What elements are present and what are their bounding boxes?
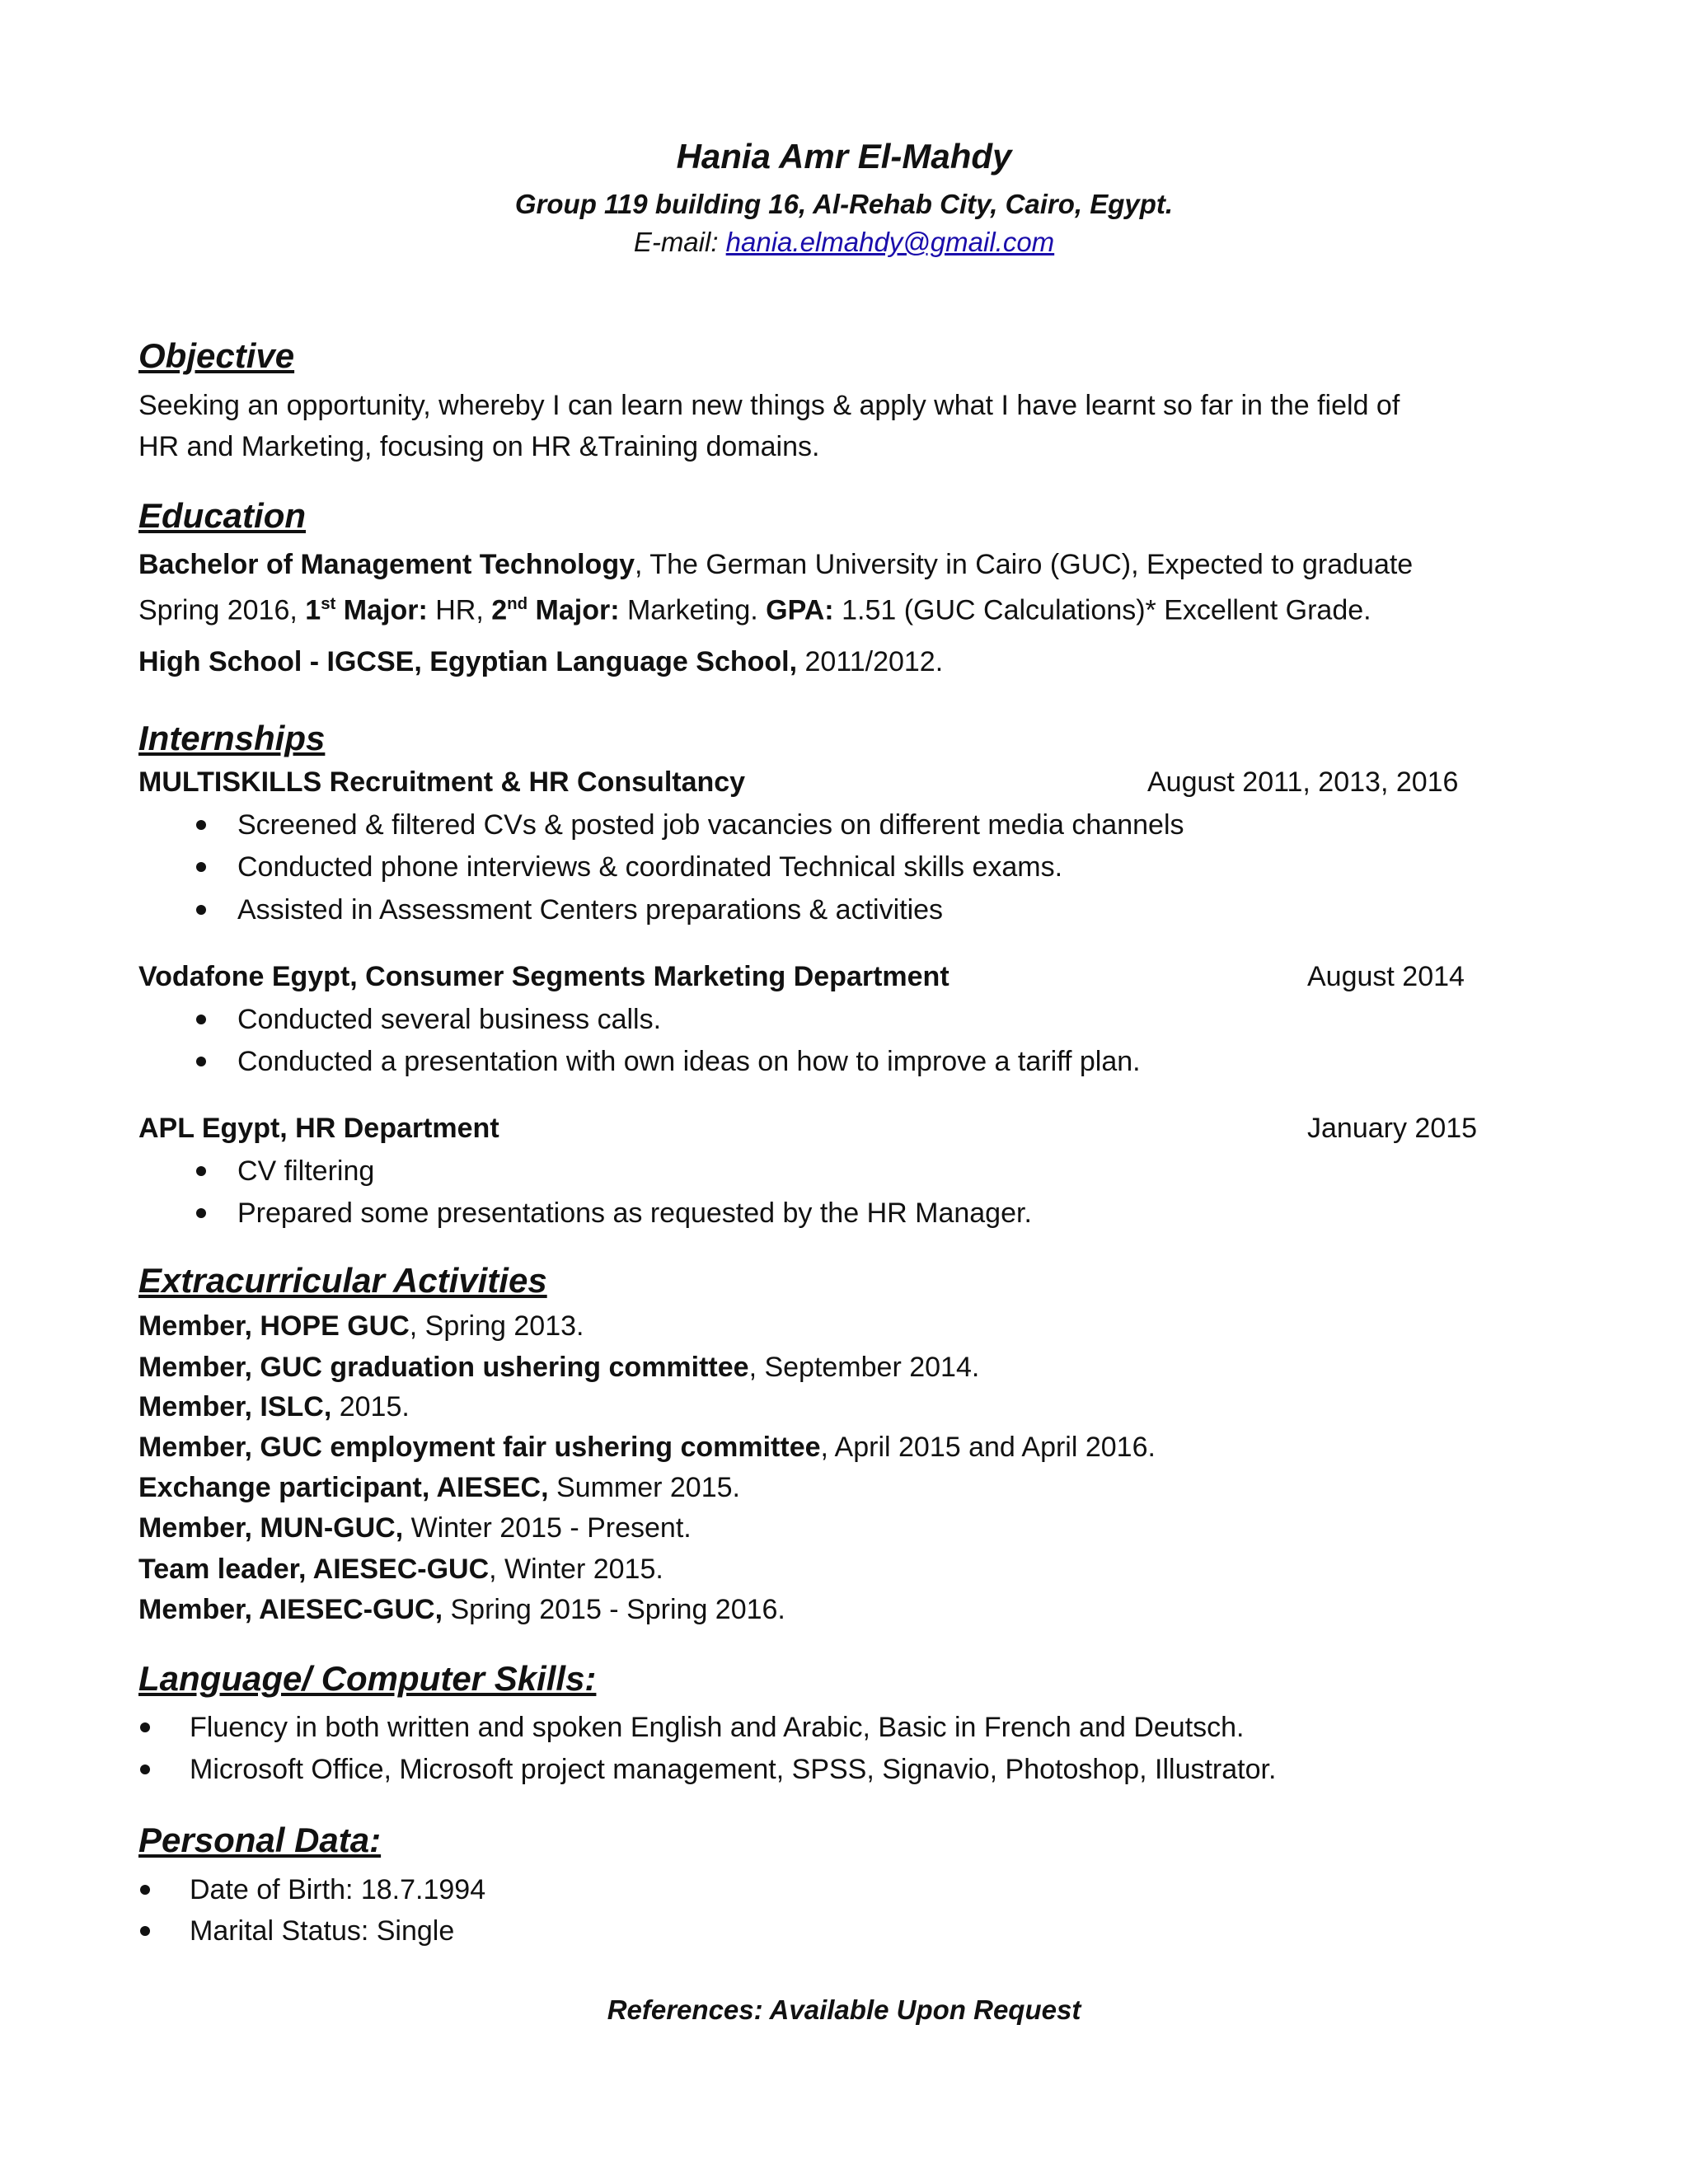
address: Group 119 building 16, Al-Rehab City, Cairo, Egypt. xyxy=(514,189,1174,219)
activity-item xyxy=(138,1511,692,1544)
internship-title: Vodafone Egypt, Consumer Segments Marketing Department xyxy=(138,961,950,992)
bullet-icon xyxy=(140,1722,150,1732)
degree-line xyxy=(138,548,1413,581)
gpa-label: GPA: xyxy=(766,594,834,626)
activity-detail: , Spring 2013. xyxy=(409,1310,584,1342)
bullet-icon xyxy=(140,1885,150,1895)
email-link[interactable]: hania.elmahdy@gmail.com xyxy=(725,227,1055,257)
education-heading: Education xyxy=(138,496,307,535)
email-label: E-mail: xyxy=(633,227,726,257)
activity-role: Team leader, AIESEC-GUC xyxy=(138,1554,490,1585)
degree-detail: , The German University in Cairo (GUC), Expected to graduate xyxy=(635,549,1414,580)
bullet-icon xyxy=(140,1926,150,1936)
bullet-icon xyxy=(196,820,206,830)
activity-detail: Summer 2015. xyxy=(548,1472,740,1503)
major1-num: 1 xyxy=(305,594,321,626)
objective-heading: Objective xyxy=(138,336,295,375)
bullet-text: Date of Birth: 18.7.1994 xyxy=(190,1874,486,1905)
activity-item xyxy=(138,1390,410,1423)
activity-role: Member, HOPE GUC xyxy=(138,1310,410,1342)
bullet-text: CV filtering xyxy=(237,1155,375,1187)
highschool-title: High School - IGCSE, Egyptian Language School, xyxy=(138,646,798,677)
activity-item xyxy=(138,1593,785,1626)
internship-date: January 2015 xyxy=(1307,1113,1478,1144)
bullet-text: Prepared some presentations as requested by the HR Manager. xyxy=(237,1197,1032,1229)
internships-heading: Internships xyxy=(138,719,326,757)
internship-date: August 2011, 2013, 2016 xyxy=(1147,766,1459,798)
major2-sup: nd xyxy=(507,595,528,613)
activity-role: Member, MUN-GUC, xyxy=(138,1512,404,1544)
bullet-text: Fluency in both written and spoken English and Arabic, Basic in French and Deutsch. xyxy=(190,1712,1245,1743)
bullet-icon xyxy=(140,1765,150,1774)
bullet-icon xyxy=(196,1015,206,1024)
gpa-value: 1.51 (GUC Calculations)* Excellent Grade. xyxy=(833,594,1372,626)
activity-role: Member, GUC graduation ushering committee xyxy=(138,1352,749,1383)
activity-role: Member, ISLC, xyxy=(138,1391,332,1422)
bullet-icon xyxy=(196,1166,206,1176)
bullet-text: Conducted a presentation with own ideas on how to improve a tariff plan. xyxy=(237,1046,1141,1077)
bullet-text: Screened & filtered CVs & posted job vacancies on different media channels xyxy=(237,809,1184,841)
activity-detail: Spring 2015 - Spring 2016. xyxy=(443,1594,785,1625)
skills-heading: Language/ Computer Skills: xyxy=(138,1659,597,1698)
activity-role: Exchange participant, AIESEC, xyxy=(138,1472,549,1503)
bullet-text: Conducted phone interviews & coordinated Technical skills exams. xyxy=(237,851,1063,883)
internship-date: August 2014 xyxy=(1307,961,1465,992)
bullet-icon xyxy=(196,1057,206,1066)
degree-title: Bachelor of Management Technology xyxy=(138,549,635,580)
major1-value: HR, xyxy=(427,594,492,626)
activity-item xyxy=(138,1351,979,1384)
activity-detail: , April 2015 and April 2016. xyxy=(820,1432,1156,1463)
highschool-year: 2011/2012. xyxy=(797,646,944,677)
objective-line-2: HR and Marketing, focusing on HR &Training domains. xyxy=(138,431,820,462)
activity-detail: Winter 2015 - Present. xyxy=(403,1512,692,1544)
bullet-text: Assisted in Assessment Centers preparations & activities xyxy=(237,894,944,926)
major1-sup: st xyxy=(321,595,336,613)
references-note: References: Available Upon Request xyxy=(607,1994,1081,2025)
highschool-line xyxy=(138,645,943,678)
bullet-text: Microsoft Office, Microsoft project management, SPSS, Signavio, Photoshop, Illustrator. xyxy=(190,1754,1277,1785)
activity-detail: , September 2014. xyxy=(748,1352,980,1383)
bullet-icon xyxy=(196,862,206,872)
email-line xyxy=(0,227,1688,258)
major2-num: 2 xyxy=(491,594,508,626)
objective-line-1: Seeking an opportunity, whereby I can learn new things & apply what I have learnt so far in the field of xyxy=(138,390,1400,421)
activity-role: Member, GUC employment fair ushering committee xyxy=(138,1432,821,1463)
major2-value: Marketing. xyxy=(619,594,767,626)
activity-detail: , Winter 2015. xyxy=(489,1554,663,1585)
internship-title: MULTISKILLS Recruitment & HR Consultancy xyxy=(138,766,746,798)
graduation-term: Spring 2016, xyxy=(138,594,306,626)
majors-line xyxy=(138,588,1372,626)
activity-detail: 2015. xyxy=(331,1391,410,1422)
activity-item xyxy=(138,1310,584,1343)
activity-item xyxy=(138,1553,663,1586)
activity-role: Member, AIESEC-GUC, xyxy=(138,1594,443,1625)
extracurricular-heading: Extracurricular Activities xyxy=(138,1261,547,1300)
internship-title: APL Egypt, HR Department xyxy=(138,1113,499,1144)
bullet-icon xyxy=(196,1208,206,1218)
bullet-text: Marital Status: Single xyxy=(190,1915,455,1947)
major1-label: Major: xyxy=(335,594,428,626)
activity-item xyxy=(138,1431,1156,1464)
bullet-icon xyxy=(196,905,206,915)
activity-item xyxy=(138,1471,740,1504)
candidate-name: Hania Amr El-Mahdy xyxy=(676,137,1012,176)
bullet-text: Conducted several business calls. xyxy=(237,1004,662,1035)
personal-heading: Personal Data: xyxy=(138,1821,382,1859)
major2-label: Major: xyxy=(528,594,620,626)
